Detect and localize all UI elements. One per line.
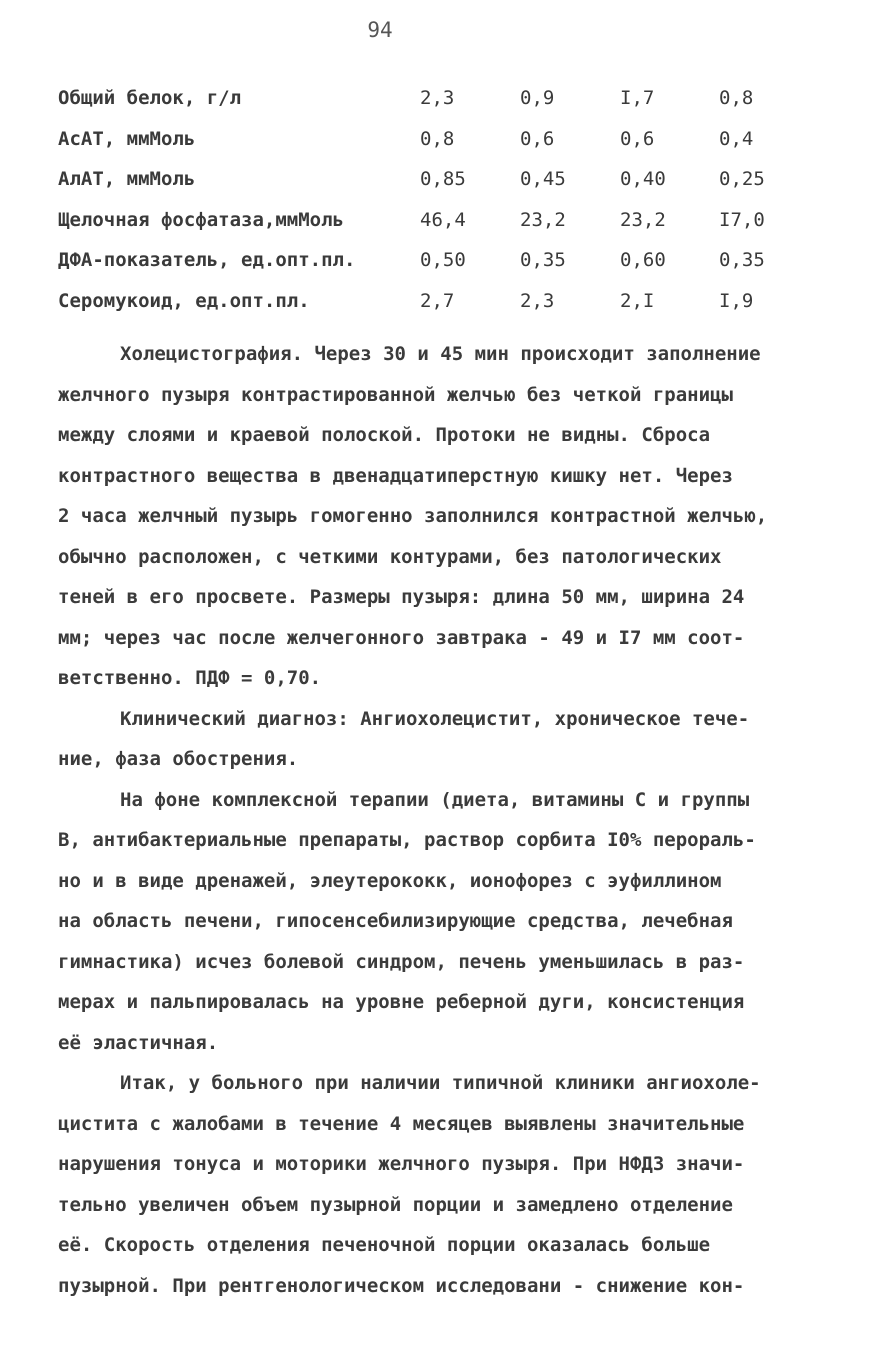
lab-row-label: Серомукоид, ед.опт.пл. bbox=[58, 289, 310, 312]
lab-value: 23,2 bbox=[620, 208, 666, 231]
text-line: гимнастика) исчез болевой синдром, печень уменьшилась в раз- bbox=[58, 950, 745, 973]
text-line: мерах и пальпировалась на уровне реберной дуги, консистенция bbox=[58, 991, 745, 1013]
text-line: на область печени, гипосенсебилизирующие средства, лечебная bbox=[58, 910, 733, 932]
lab-row-label: АсАТ, ммМоль bbox=[58, 127, 196, 150]
text-line: ние, фаза обострения. bbox=[58, 748, 299, 770]
lab-row-seromucoid bbox=[58, 281, 818, 322]
text-line: нарушения тонуса и моторики желчного пузыря. При НФДЗ значи- bbox=[58, 1153, 745, 1175]
page-number: 94 bbox=[367, 18, 393, 42]
text-line: Клинический диагноз: Ангиохолецистит, хроническое тече- bbox=[120, 707, 750, 730]
lab-value: 0,60 bbox=[620, 249, 666, 271]
text-line: пузырной. При рентгенологическом исследовани - снижение кон- bbox=[58, 1274, 745, 1297]
paragraph-cholecystography bbox=[58, 334, 838, 699]
lab-value: 0,8 bbox=[719, 87, 754, 109]
lab-value: 0,25 bbox=[719, 168, 765, 190]
lab-row-total-protein bbox=[58, 78, 818, 119]
text-line: желчного пузыря контрастированной желчью без четкой границы bbox=[58, 383, 733, 406]
lab-row-dpa-index bbox=[58, 240, 818, 281]
lab-row-label: Общий белок, г/л bbox=[58, 87, 242, 109]
lab-value: 0,4 bbox=[719, 127, 754, 150]
lab-value: 0,8 bbox=[420, 127, 455, 150]
paragraph-conclusion bbox=[58, 1063, 838, 1306]
text-line: контрастного вещества в двенадцатиперстную кишку нет. Через bbox=[58, 464, 733, 487]
lab-value: 0,35 bbox=[719, 249, 765, 271]
text-line: её. Скорость отделения печеночной порции оказалась больше bbox=[58, 1234, 711, 1256]
lab-value: 2,7 bbox=[420, 289, 455, 312]
lab-value: 2,I bbox=[620, 289, 655, 312]
text-line: между слоями и краевой полоской. Протоки не видны. Сброса bbox=[58, 424, 711, 446]
lab-row-label: ДФА-показатель, ед.опт.пл. bbox=[58, 249, 356, 271]
lab-value: 0,9 bbox=[520, 87, 555, 109]
text-line: её эластичная. bbox=[58, 1031, 219, 1054]
lab-value: 0,6 bbox=[620, 127, 655, 150]
lab-row-label: АлАТ, ммМоль bbox=[58, 168, 196, 190]
text-line: обычно расположен, с четкими контурами, без патологических bbox=[58, 545, 722, 568]
lab-row-ast bbox=[58, 119, 818, 160]
text-line: теней в его просвете. Размеры пузыря: длина 50 мм, ширина 24 bbox=[58, 586, 745, 608]
lab-value: 46,4 bbox=[420, 208, 466, 231]
lab-row-alkaline-phosphatase bbox=[58, 200, 818, 241]
lab-value: 0,45 bbox=[520, 168, 566, 190]
lab-value: 0,6 bbox=[520, 127, 555, 150]
lab-results-table bbox=[58, 78, 818, 321]
lab-value: 2,3 bbox=[420, 87, 455, 109]
lab-value: 0,40 bbox=[620, 168, 666, 190]
body-text bbox=[58, 334, 838, 1306]
lab-value: 0,35 bbox=[520, 249, 566, 271]
lab-row-alt bbox=[58, 159, 818, 200]
text-line: Холецистография. Через 30 и 45 мин происходит заполнение bbox=[120, 343, 761, 365]
lab-value: I,7 bbox=[620, 87, 655, 109]
lab-value: 0,85 bbox=[420, 168, 466, 190]
paragraph-therapy bbox=[58, 780, 838, 1064]
text-line: ветственно. ПДФ = 0,70. bbox=[58, 667, 322, 689]
text-line: цистита с жалобами в течение 4 месяцев выявлены значительные bbox=[58, 1112, 745, 1135]
text-line: 2 часа желчный пузырь гомогенно заполнился контрастной желчью, bbox=[58, 505, 768, 527]
lab-value: 23,2 bbox=[520, 208, 566, 231]
lab-row-label: Щелочная фосфатаза,ммМоль bbox=[58, 208, 344, 231]
text-line: но и в виде дренажей, элеутерококк, ионофорез с эуфиллином bbox=[58, 869, 722, 892]
text-line: В, антибактериальные препараты, раствор сорбита I0% перораль- bbox=[58, 829, 756, 851]
lab-value: I,9 bbox=[719, 289, 754, 312]
text-line: мм; через час после желчегонного завтрака - 49 и I7 мм соот- bbox=[58, 626, 745, 649]
lab-value: I7,0 bbox=[719, 208, 765, 231]
text-line: тельно увеличен объем пузырной порции и замедлено отделение bbox=[58, 1193, 733, 1216]
lab-value: 2,3 bbox=[520, 289, 555, 312]
paragraph-diagnosis bbox=[58, 699, 838, 780]
lab-value: 0,50 bbox=[420, 249, 466, 271]
text-line: На фоне комплексной терапии (диета, витамины С и группы bbox=[120, 788, 750, 811]
text-line: Итак, у больного при наличии типичной клиники ангиохоле- bbox=[120, 1072, 761, 1094]
